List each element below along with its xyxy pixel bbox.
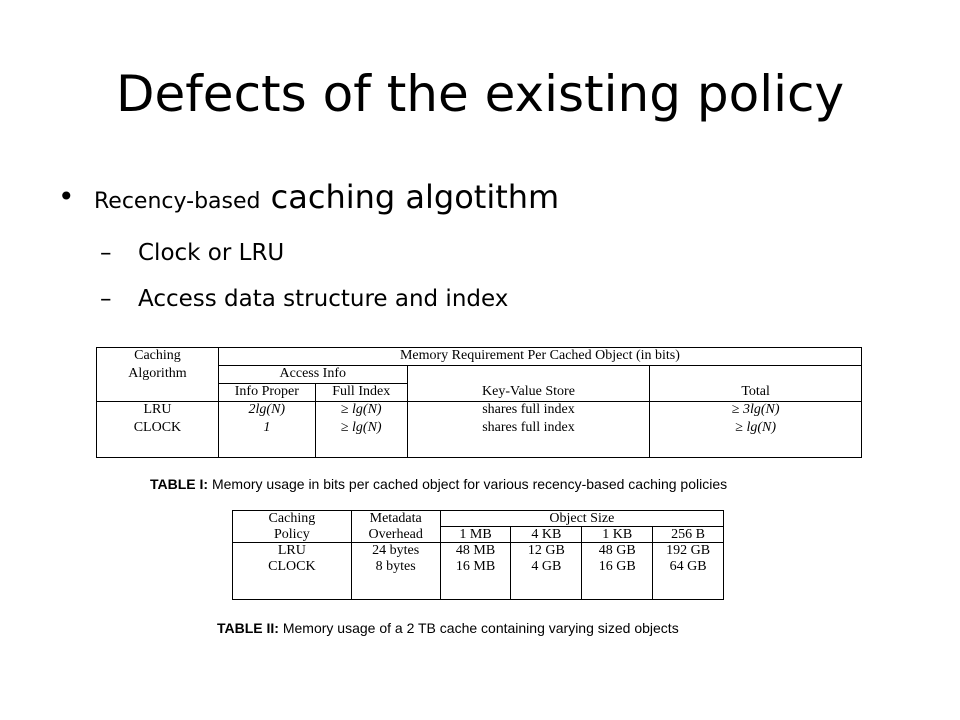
table-cell: LRU [97, 402, 219, 420]
header-algorithm: Algorithm [97, 366, 219, 384]
slide-title: Defects of the existing policy [115, 65, 845, 123]
table-cell: shares full index [407, 420, 650, 438]
table-cell: 16 GB [582, 559, 653, 575]
header-object-size: Object Size [440, 511, 723, 527]
dash-icon: – [100, 286, 112, 312]
table-cell: 4 GB [511, 559, 582, 575]
header-size: 1 MB [440, 527, 511, 543]
header-memory-requirement: Memory Requirement Per Cached Object (in bits) [218, 348, 861, 366]
table-cell: ≥ lg(N) [315, 402, 407, 420]
sub-bullet-1 [100, 238, 284, 268]
table-cell: 64 GB [653, 559, 724, 575]
sub-bullet-text: Access data structure and index [138, 286, 509, 312]
table-cell: 12 GB [511, 543, 582, 559]
header-size: 256 B [653, 527, 724, 543]
bullet-text-part2: caching algotithm [260, 178, 560, 216]
table-cell: 2lg(N) [218, 402, 315, 420]
table-cell: shares full index [407, 402, 650, 420]
table-2-caption: TABLE II: Memory usage of a 2 TB cache containing varying sized objects [217, 620, 679, 636]
header-policy: Policy [233, 527, 352, 543]
table-1 [96, 347, 862, 458]
bullet-dot-icon: • [58, 180, 75, 213]
header-size: 1 KB [582, 527, 653, 543]
table-cell: 48 MB [440, 543, 511, 559]
sub-bullet-text: Clock or LRU [138, 240, 285, 266]
table-cell: ≥ lg(N) [650, 420, 862, 438]
table-cell: 192 GB [653, 543, 724, 559]
table-1-caption: TABLE I: Memory usage in bits per cached object for various recency-based caching policies [150, 476, 728, 492]
table-cell: LRU [233, 543, 352, 559]
header-access-info: Access Info [218, 366, 407, 384]
header-info-proper: Info Proper [218, 384, 315, 402]
table-2 [232, 510, 724, 600]
bullet-text-part1: Recency-based [94, 189, 261, 214]
table-cell: 24 bytes [351, 543, 440, 559]
table-cell: 1 [218, 420, 315, 438]
dash-icon: – [100, 240, 112, 266]
header-full-index: Full Index [315, 384, 407, 402]
header-key-value-store: Key-Value Store [407, 384, 650, 402]
header-metadata: Metadata [351, 511, 440, 527]
table-cell: CLOCK [233, 559, 352, 575]
table-cell: ≥ 3lg(N) [650, 402, 862, 420]
header-caching: Caching [97, 348, 219, 366]
sub-bullet-2 [100, 284, 508, 314]
header-size: 4 KB [511, 527, 582, 543]
table-cell: ≥ lg(N) [315, 420, 407, 438]
header-total: Total [650, 384, 862, 402]
table-cell: CLOCK [97, 420, 219, 438]
header-overhead: Overhead [351, 527, 440, 543]
table-cell: 16 MB [440, 559, 511, 575]
table-cell: 8 bytes [351, 559, 440, 575]
header-caching: Caching [233, 511, 352, 527]
table-cell: 48 GB [582, 543, 653, 559]
